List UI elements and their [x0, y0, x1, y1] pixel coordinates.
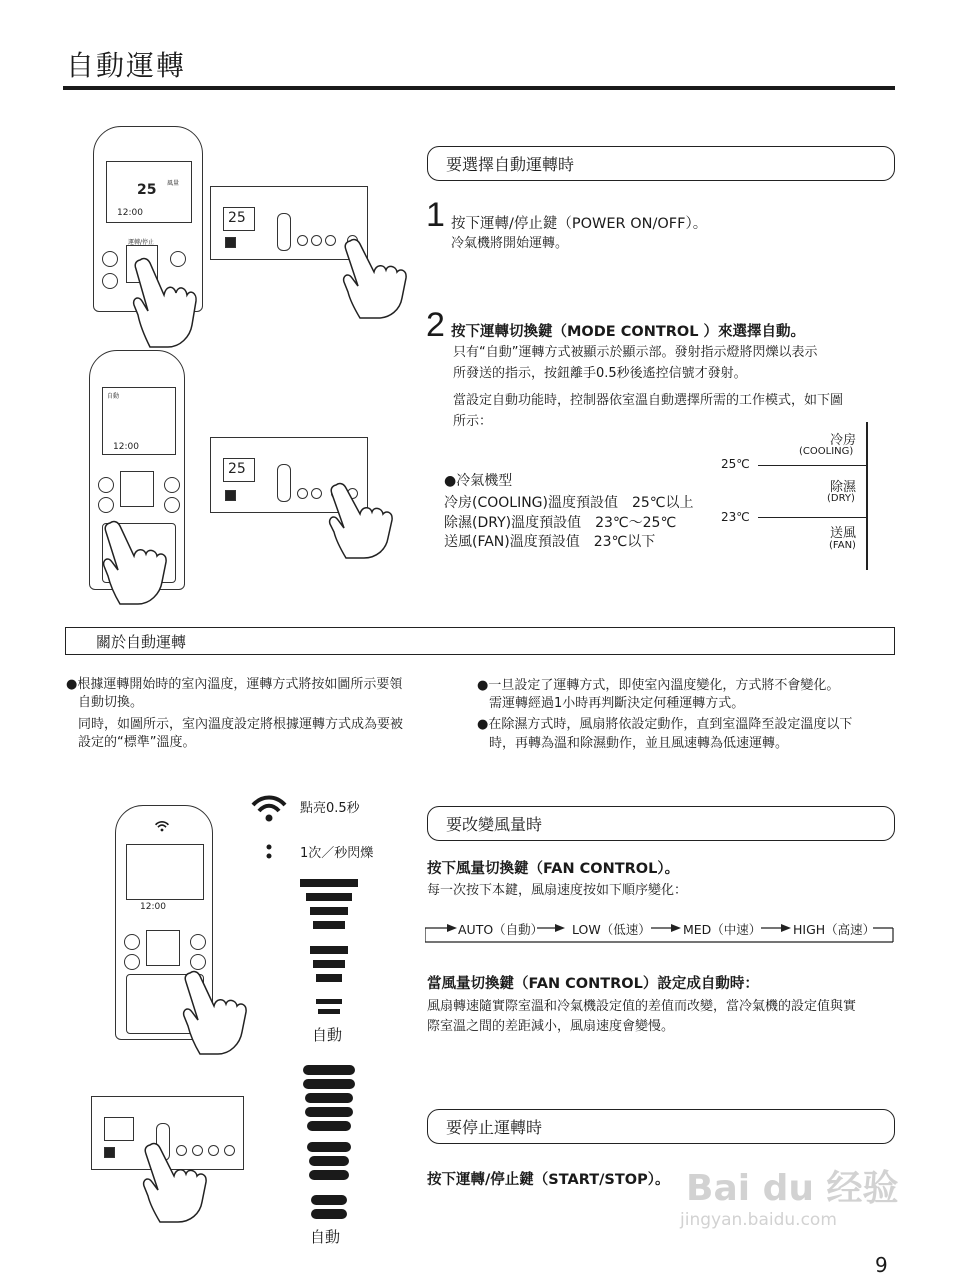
fan-level-bar: [313, 960, 345, 968]
panel-button-2: [311, 488, 322, 499]
fan-title: 按下風量切換鍵（FAN CONTROL）。: [427, 861, 680, 877]
panel-fan-bar: [305, 1107, 353, 1117]
about-left-line-4: 設定的“標準”溫度。: [78, 735, 196, 750]
sleep-button: [98, 477, 114, 493]
fan-seq-high: HIGH（高速）: [793, 922, 876, 937]
step-1-desc: 冷氣機將開始運轉。: [451, 236, 569, 251]
fan-auto-label-1: 自動: [312, 1026, 343, 1044]
panel-button-1: [297, 488, 308, 499]
panel-fan-bar: [303, 1065, 355, 1075]
about-right-line-3: ●在除濕方式時，風扇將依設定動作，直到室溫降至設定溫度以下: [477, 717, 853, 732]
step-2-number: 2: [426, 306, 445, 344]
mode-dry-cn: 除濕: [830, 480, 857, 495]
panel-fan-bar: [309, 1156, 349, 1166]
fan-auto-desc-2: 際室溫之間的差距減小，風扇速度會變慢。: [427, 1019, 675, 1034]
step-2-desc-line-3: 當設定自動功能時，控制器依室溫自動選擇所需的工作模式，如下圖: [453, 393, 844, 408]
signal-wave-icon: [250, 793, 288, 823]
aircon-model-cooling: 冷房(COOLING)溫度預設值 25℃以上: [444, 495, 694, 511]
stop-title: 按下運轉/停止鍵（START/STOP）。: [427, 1172, 670, 1188]
timer-button: [98, 497, 114, 513]
mode-cooling-en: (COOLING): [799, 446, 854, 457]
page-title: 自動運轉: [66, 49, 187, 82]
panel-button-2: [311, 235, 322, 246]
about-left-line-1: ●根據運轉開始時的室內溫度，運轉方式將按如圖所示要領: [66, 677, 403, 692]
remote-temp: 25: [137, 182, 157, 198]
section-heading-fan: 要改變風量時: [427, 806, 895, 841]
fan-level-bar: [300, 879, 358, 887]
panel-temp: 25: [228, 210, 246, 226]
mode-dry-en: (DRY): [827, 493, 855, 504]
fan-auto-label-2: 自動: [310, 1228, 341, 1246]
remote-lcd: [106, 161, 192, 223]
panel-fan-bar: [307, 1142, 351, 1152]
pointing-hand-icon: [326, 480, 396, 560]
about-right-line-2: 需運轉經過1小時再判斷決定何種運轉方式。: [489, 696, 745, 711]
panel-updown-button: [277, 213, 291, 251]
step-1-number: 1: [426, 196, 445, 234]
step-2-desc-line-2: 所發送的指示，按鈕離手0.5秒後遙控信號才發射。: [453, 366, 747, 381]
remote-fan-label: 風量: [167, 180, 180, 187]
run-stop-button: [146, 930, 180, 966]
temp-up-button: [190, 934, 206, 950]
remote-time: 12:00: [117, 208, 143, 218]
aircon-model-title: ●冷氣機型: [444, 473, 513, 489]
panel-button-3: [325, 235, 336, 246]
panel-display: [104, 1117, 134, 1141]
pointing-hand-icon: [100, 518, 180, 608]
about-right-line-4: 時，再轉為溫和除濕動作，並且風速轉為低速運轉。: [489, 736, 789, 751]
fan-desc: 每一次按下本鍵，風扇速度按如下順序變化：: [427, 883, 688, 898]
fan-seq-auto: AUTO（自動）: [458, 922, 544, 937]
legend-blink: 1次／秒閃爍: [300, 846, 374, 861]
step-2-desc-line-1: 只有“自動”運轉方式被顯示於顯示部。發射指示燈將閃爍以表示: [453, 345, 818, 360]
panel-fan-bar: [311, 1209, 347, 1219]
panel-fan-bar: [303, 1079, 355, 1089]
temp-down-button: [164, 497, 180, 513]
run-stop-button: [120, 471, 154, 507]
panel-display: [223, 458, 255, 482]
about-left-line-2: 自動切換。: [78, 695, 144, 710]
panel-button-1: [297, 235, 308, 246]
section-heading-about-auto: 關於自動運轉: [65, 627, 895, 655]
temp-23-label: 23℃: [721, 510, 750, 524]
pointing-hand-icon: [180, 968, 260, 1058]
panel-button-4: [224, 1145, 235, 1156]
mode-fan-cn: 送風: [830, 526, 857, 541]
page-number: 9: [875, 1253, 888, 1277]
sleep-button: [124, 934, 140, 950]
section-heading-stop: 要停止運轉時: [427, 1109, 895, 1144]
panel-indicator: [104, 1147, 115, 1158]
signal-wave-icon: [154, 820, 170, 832]
temp-25-label: 25℃: [721, 457, 750, 471]
timer-button: [124, 954, 140, 970]
about-right-line-1: ●一旦設定了運轉方式，即使室內溫度變化，方式將不會變化。: [477, 678, 840, 693]
remote-lcd: [126, 844, 204, 900]
panel-display: [223, 207, 255, 231]
panel-indicator: [225, 490, 236, 501]
mode-diagram-line-23: [758, 517, 866, 518]
step-2-desc-line-4: 所示：: [453, 414, 493, 429]
sleep-button: [102, 251, 118, 267]
baidu-watermark-url: jingyan.baidu.com: [680, 1210, 837, 1230]
aircon-model-dry: 除濕(DRY)溫度預設值 23℃～25℃: [444, 515, 677, 531]
baidu-watermark-logo: Bai du 经验: [686, 1168, 899, 1209]
remote-auto-label: 自動: [107, 393, 120, 400]
fan-level-bar: [310, 907, 348, 915]
pointing-hand-icon: [130, 255, 200, 350]
mode-diagram-line-25: [758, 465, 866, 466]
pointing-hand-icon: [140, 1140, 210, 1225]
title-divider: [63, 86, 895, 90]
run-stop-label: 運轉/停止: [128, 239, 155, 246]
panel-temp: 25: [228, 461, 246, 477]
fan-auto-title: 當風量切換鍵（FAN CONTROL）設定成自動時：: [427, 976, 759, 992]
fan-level-bar: [306, 893, 352, 901]
mode-fan-en: (FAN): [829, 540, 856, 551]
timer-button: [102, 273, 118, 289]
step-2-title: 按下運轉切換鍵（MODE CONTROL ）來選擇自動。: [451, 324, 806, 340]
panel-updown-button: [277, 464, 291, 502]
fan-level-bar: [313, 921, 345, 929]
mode-cooling-cn: 冷房: [830, 433, 857, 448]
remote-time: 12:00: [113, 442, 139, 452]
fan-level-bar: [310, 946, 348, 954]
fan-seq-low: LOW（低速）: [572, 922, 651, 937]
blink-dots-icon: [264, 843, 274, 861]
temp-up-button: [164, 477, 180, 493]
fan-level-bar: [316, 974, 342, 982]
panel-fan-bar: [311, 1195, 347, 1205]
fan-level-bar: [316, 999, 342, 1004]
mode-diagram-axis: [866, 422, 868, 570]
panel-fan-bar: [309, 1170, 349, 1180]
remote-lcd: [102, 387, 176, 455]
fan-auto-desc-1: 風扇轉速隨實際室溫和冷氣機設定值的差值而改變，當冷氣機的設定值與實: [427, 999, 857, 1014]
step-1-title: 按下運轉/停止鍵（POWER ON/OFF）。: [451, 216, 708, 232]
pointing-hand-icon: [340, 236, 410, 321]
about-left-line-3: 同時，如圖所示，室內溫度設定將根據運轉方式成為要被: [78, 717, 404, 732]
section-heading-select-auto: 要選擇自動運轉時: [427, 146, 895, 181]
fan-level-bar: [318, 1009, 340, 1014]
legend-light-on: 點亮0.5秒: [300, 801, 360, 816]
remote-time: 12:00: [140, 902, 166, 912]
panel-fan-bar: [305, 1093, 353, 1103]
fan-seq-med: MED（中速）: [683, 922, 762, 937]
panel-indicator: [225, 237, 236, 248]
aircon-model-fan: 送風(FAN)溫度預設值 23℃以下: [444, 534, 656, 550]
panel-fan-bar: [307, 1121, 351, 1131]
